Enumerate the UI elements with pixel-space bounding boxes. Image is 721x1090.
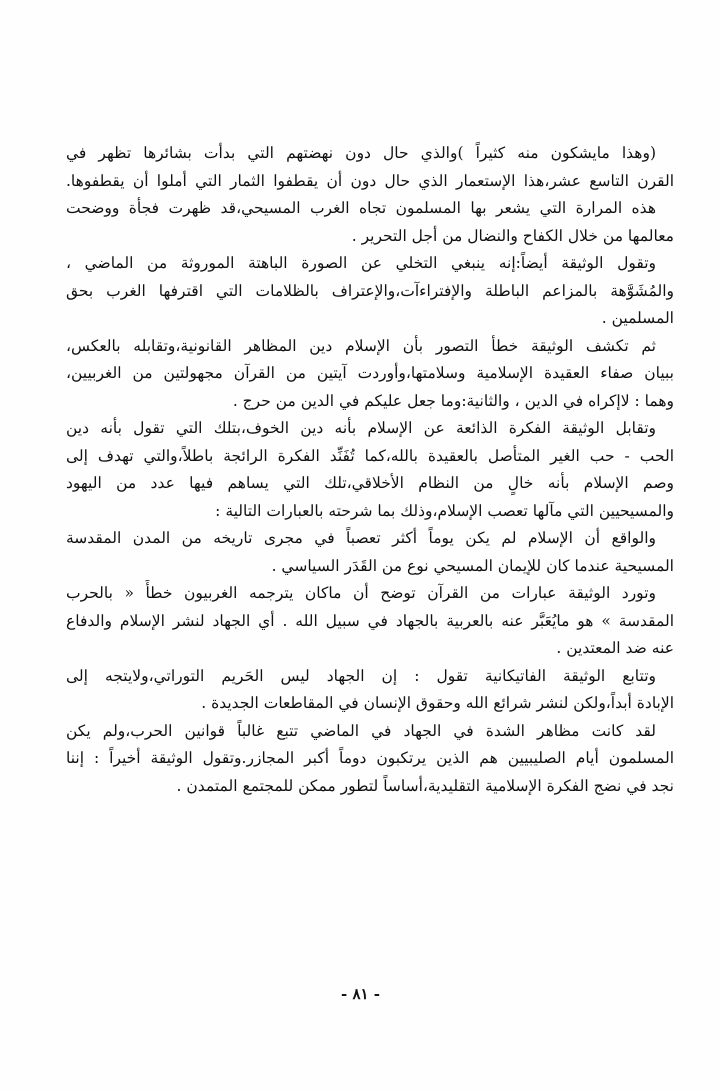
text-line: والمسيحيين التي مآلها تعصب الإسلام،وذلك بما شرحته بالعبارات التالية : bbox=[215, 501, 674, 520]
text-line: نجد في نضج الفكرة الإسلامية التقليدية،أساساً لتطور ممكن للمجتمع المتمدن . bbox=[176, 776, 674, 795]
text-line: المسلمين . bbox=[601, 309, 674, 327]
text-line: هذه المرارة التي يشعر بها المسلمون تجاه الغرب المسيحي،قد ظهرت فجأة ووضحت bbox=[66, 199, 656, 217]
text-line: القرن التاسع عشر،هذا الإستعمار الذي حال دون أن يقطفوا الثمار التي أملوا أن يقطفوها. bbox=[66, 171, 674, 190]
text-line: والمُشَوَّهة بالمزاعم الباطلة والإفتراءآت،والإعتراف بالظلامات التي اقترفها الغرب بحق bbox=[66, 281, 674, 300]
text-line: وتورد الوثيقة عبارات من القرآن توضح أن ماكان يترجمه الغربيون خطأً « بالحرب bbox=[66, 584, 656, 602]
text-line: ثم تكشف الوثيقة خطأ التصور بأن الإسلام دين المظاهر القانونية،وتقابله بالعكس، bbox=[66, 336, 656, 355]
text-line: عنه ضد المعتدين . bbox=[556, 639, 674, 657]
text-line: لقد كانت مظاهر الشدة في الجهاد في الماضي تتبع غالباً قوانين الحرب،ولم يكن bbox=[66, 721, 656, 740]
text-line: وتقابل الوثيقة الفكرة الذائعة عن الإسلام بأنه دين الخوف،بتلك التي تقول بأنه دين bbox=[66, 419, 656, 437]
body-text bbox=[66, 140, 674, 800]
text-line: والواقع أن الإسلام لم يكن يوماً أكثر تعصباً في مجرى تاريخه من المدن المقدسة bbox=[66, 529, 656, 547]
text-line: وتقول الوثيقة أيضاً:إنه ينبغي التخلي عن الصورة الباهتة الموروثة من الماضي ، bbox=[66, 254, 656, 272]
text-line: الحب - حب الغير المتأصل بالعقيدة بالله،كما تُفَنِّد الفكرة الرائجة باطلاً،والتي تهدف إلى bbox=[66, 446, 674, 465]
text-line: (وهذا مايشكون منه كثيراً )والذي حال دون نهضتهم التي بدأت بشائرها تظهر في bbox=[66, 144, 656, 162]
text-line: وهما : لاإكراه في الدين ، والثانية:وما جعل عليكم في الدين من حرج . bbox=[232, 391, 674, 410]
text-line: الإبادة أبداً،ولكن لنشر شرائع الله وحقوق الإنسان في المقاطعات الجديدة . bbox=[201, 694, 674, 712]
text-line: ببيان صفاء العقيدة الإسلامية وسلامتها،وأوردت آيتين من القرآن مجهولتين من الغربيين، bbox=[66, 364, 674, 382]
text-line: المقدسة » هو مايُعَبَّر عنه بالعربية بالجهاد في سبيل الله . أي الجهاد لنشر الإسلام والدفاع bbox=[66, 611, 674, 630]
text-line: وصم الإسلام بأنه خالٍ من النظام الأخلاقي،تلك التي يساهم فيها عدد من اليهود bbox=[66, 474, 674, 492]
text-line: المسلمون أيام الصليبيين هم الذين يرتكبون دوماً أكبر المجازر.وتقول الوثيقة أخيراً : إننا bbox=[66, 749, 674, 767]
page-number: - ٨١ - bbox=[340, 985, 381, 1003]
text-line: معالمها من خلال الكفاح والنضال من أجل التحرير . bbox=[351, 226, 674, 245]
text-line: وتتابع الوثيقة الفاتيكانية تقول : إن الجهاد ليس الحَريم التوراتي،ولايتجه إلى bbox=[66, 666, 656, 685]
text-line: المسيحية عندما كان للإيمان المسيحي نوع من القَدَر السياسي . bbox=[271, 556, 674, 575]
